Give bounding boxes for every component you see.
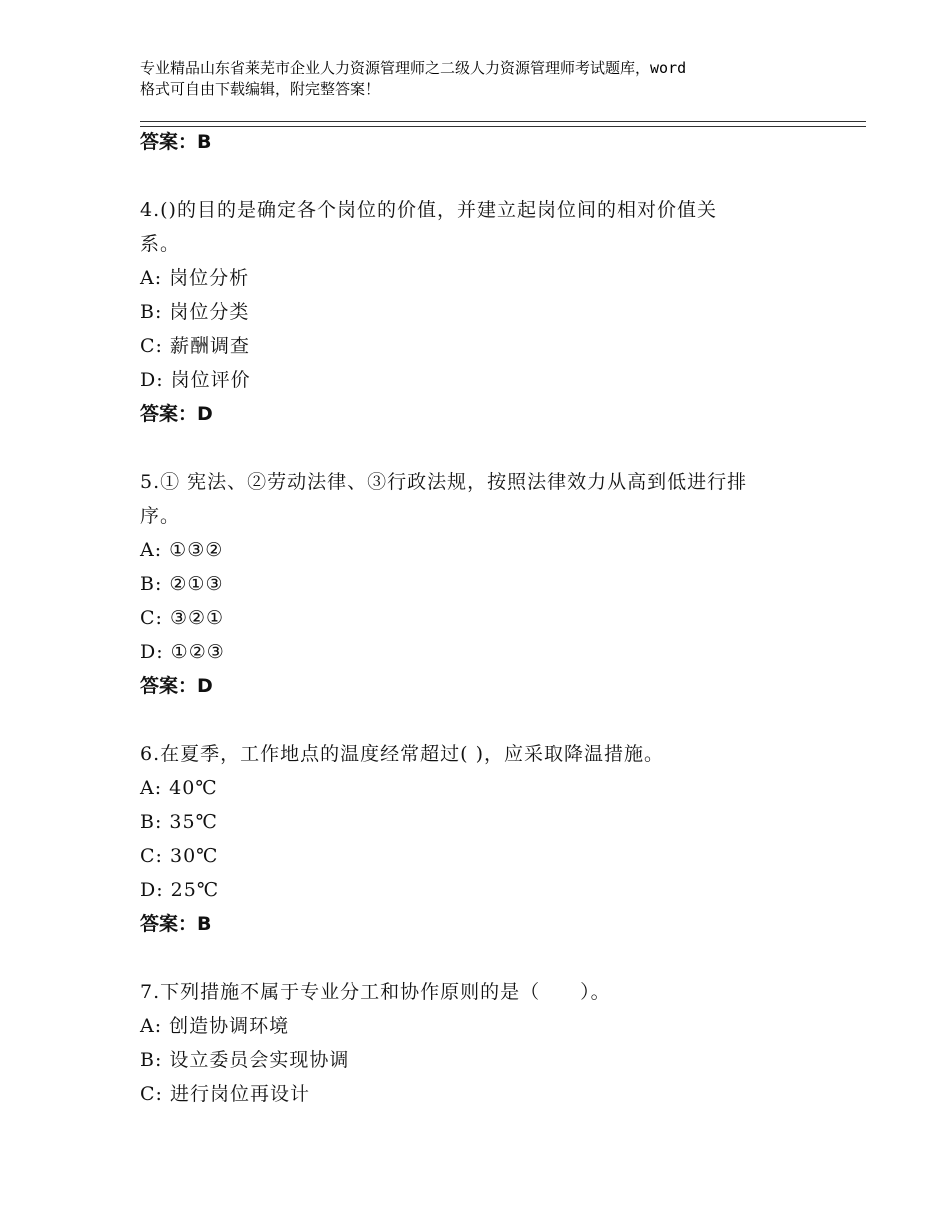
option-c: C: 30℃ — [140, 845, 219, 867]
question-block — [140, 975, 840, 1111]
header-title-line-2: 格式可自由下载编辑，附完整答案！ — [140, 80, 381, 98]
document-header — [140, 58, 840, 100]
question-stem: 7.下列措施不属于专业分工和协作原则的是（ ）。 — [140, 981, 611, 1003]
answer-label: 答案：D — [140, 403, 213, 425]
option-b: B: 35℃ — [140, 811, 218, 833]
option-a: A: 40℃ — [140, 777, 218, 799]
option-b: B: ②①③ — [140, 573, 224, 595]
option-c: C: ③②① — [140, 607, 225, 629]
question-stem: 5.① 宪法、②劳动法律、③行政法规，按照法律效力从高到低进行排 — [140, 471, 748, 493]
question-block — [140, 737, 840, 941]
question-stem: 6.在夏季，工作地点的温度经常超过( )，应采取降温措施。 — [140, 743, 664, 765]
question-list — [140, 125, 840, 1111]
question-stem: 4.()的目的是确定各个岗位的价值，并建立起岗位间的相对价值关 — [140, 199, 717, 221]
option-b: B: 岗位分类 — [140, 301, 250, 323]
option-a: A: 岗位分析 — [140, 267, 250, 289]
option-d: D: 岗位评价 — [140, 369, 251, 391]
option-b: B: 设立委员会实现协调 — [140, 1049, 350, 1071]
answer-label: 答案：B — [140, 131, 212, 153]
question-stem-continued: 系。 — [140, 233, 181, 255]
option-c: C: 薪酬调查 — [140, 335, 250, 357]
option-a: A: 创造协调环境 — [140, 1015, 290, 1037]
option-d: D: ①②③ — [140, 641, 225, 663]
question-stem-continued: 序。 — [140, 505, 181, 527]
question-block — [140, 193, 840, 431]
question-block — [140, 465, 840, 703]
header-title-line-1: 专业精品山东省莱芜市企业人力资源管理师之二级人力资源管理师考试题库，word — [140, 59, 687, 77]
option-c: C: 进行岗位再设计 — [140, 1083, 310, 1105]
answer-label: 答案：D — [140, 675, 213, 697]
option-d: D: 25℃ — [140, 879, 220, 901]
option-a: A: ①③② — [140, 539, 224, 561]
answer-label: 答案：B — [140, 913, 212, 935]
